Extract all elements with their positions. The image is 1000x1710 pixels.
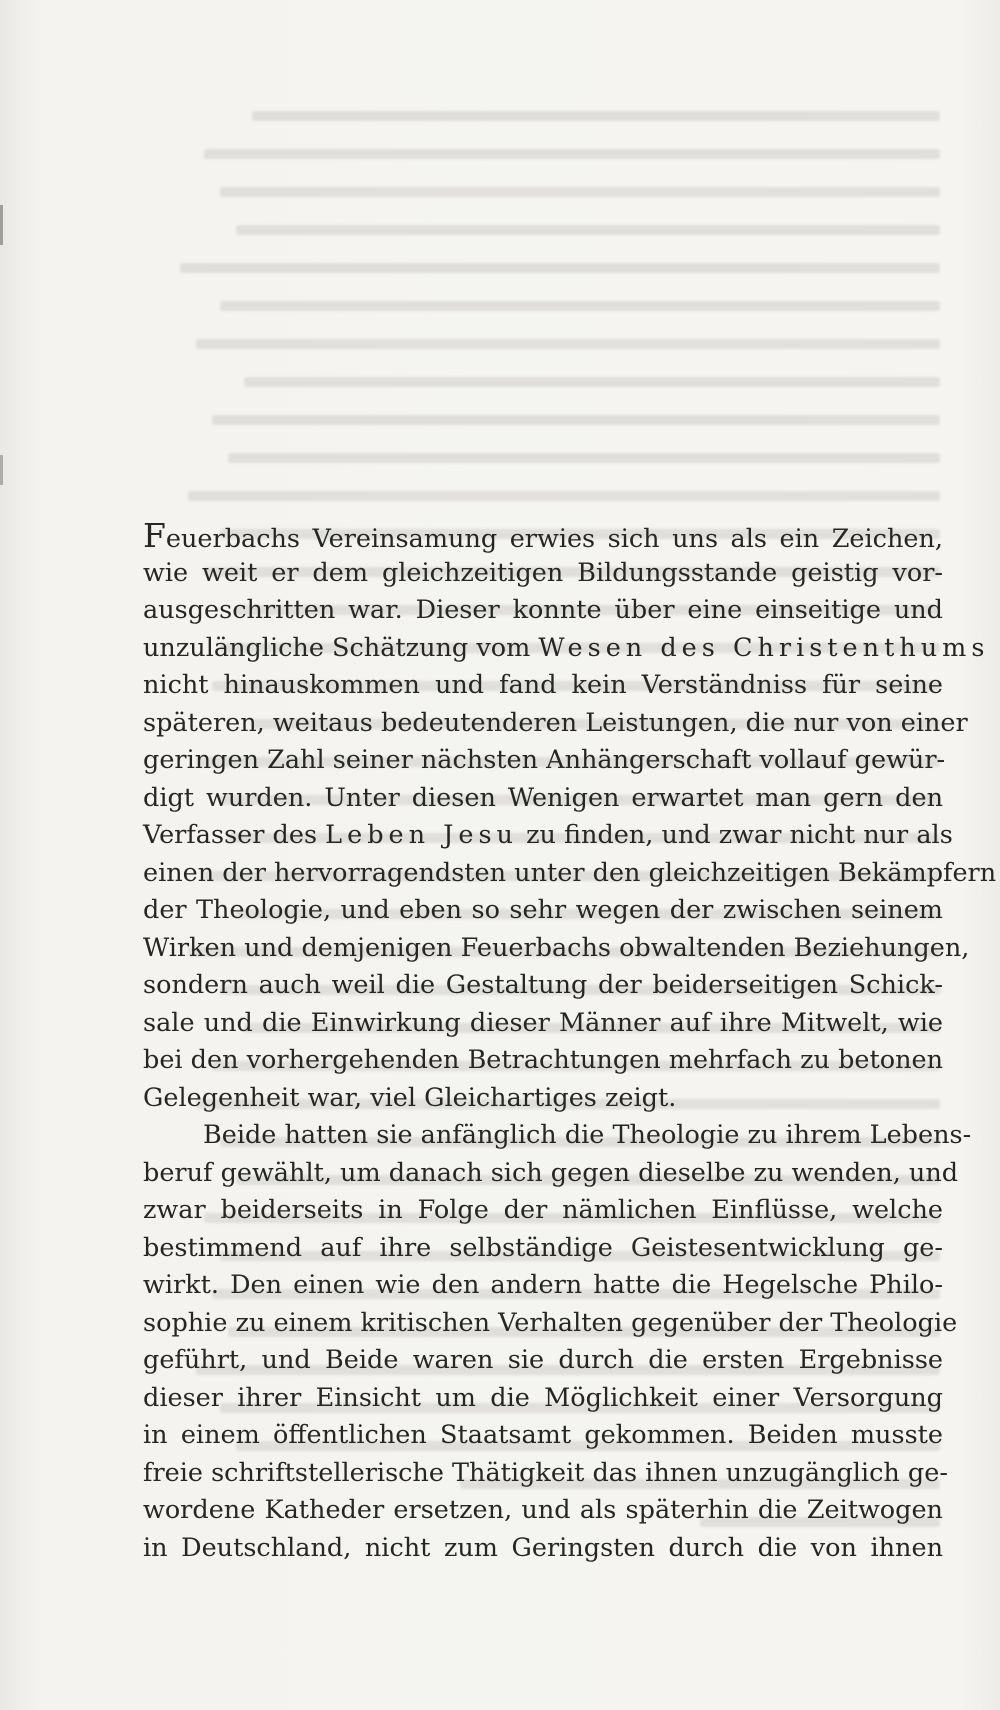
text-line: einen der hervorragendsten unter den gleichzeitigen Bekämpfern: [143, 857, 997, 888]
bleed-through-line: [140, 437, 940, 475]
bleed-through-line: [140, 285, 940, 323]
paragraph-2: [143, 1117, 972, 1567]
bleed-through-line: [140, 361, 940, 399]
body-text: [143, 516, 997, 1567]
page-edge-mark: [0, 455, 3, 485]
text-line: [143, 517, 943, 555]
bleed-through-line: [140, 209, 940, 247]
text-line: wie weit er dem gleichzeitigen Bildungsstande geistig vor-: [143, 557, 943, 588]
text-line: der Theologie, und eben so sehr wegen der zwischen seinem: [143, 895, 943, 925]
bleed-through-line: [140, 171, 940, 209]
bleed-through-line: [140, 399, 940, 437]
text-line: nicht hinauskommen und fand kein Verständniss für seine: [143, 670, 943, 700]
text-line: in einem öffentlichen Staatsamt gekommen. Beiden musste: [143, 1420, 943, 1450]
text-line: ausgeschritten war. Dieser konnte über eine einseitige und: [143, 595, 943, 625]
text-line: digt wurden. Unter diesen Wenigen erwartet man gern den: [143, 782, 943, 813]
text-line: geringen Zahl seiner nächsten Anhängerschaft vollauf gewür-: [143, 745, 946, 775]
text-line: zwar beiderseits in Folge der nämlichen Einflüsse, welche: [143, 1195, 943, 1225]
text-line: wirkt. Den einen wie den andern hatte die Hegelsche Philo-: [143, 1270, 943, 1300]
text-segment: unzulängliche Schätzung vom: [143, 632, 539, 663]
text-line: sale und die Einwirkung dieser Männer auf ihre Mitwelt, wie: [143, 1007, 943, 1038]
text-line: bestimmend auf ihre selbständige Geistesentwicklung ge-: [143, 1232, 943, 1263]
emphasized-title: Leben Jesu: [325, 820, 518, 850]
text-segment: Verfasser des: [143, 820, 326, 850]
bleed-through-line: [140, 323, 940, 361]
text-line: späteren, weitaus bedeutenderen Leistungen, die nur von einer: [143, 707, 968, 738]
text-line-rest: euerbachs Vereinsamung erwies sich uns als ein Zeichen,: [165, 524, 943, 554]
text-line: Beide hatten sie anfänglich die Theologie zu ihrem Lebens-: [203, 1120, 972, 1150]
bleed-through-line: [140, 475, 940, 513]
bleed-through-line: [140, 95, 940, 133]
initial-letter: F: [143, 516, 166, 555]
text-line: [143, 817, 953, 855]
text-line: wordene Katheder ersetzen, und als späterhin die Zeitwogen: [143, 1495, 943, 1525]
bleed-through-line: [140, 133, 940, 171]
text-line: beruf gewählt, um danach sich gegen dieselbe zu wenden, und: [143, 1157, 959, 1188]
text-segment: zu finden, und zwar nicht nur als: [517, 820, 953, 850]
text-line: geführt, und Beide waren sie durch die ersten Ergebnisse: [143, 1345, 943, 1375]
text-line: sophie zu einem kritischen Verhalten gegenüber der Theologie: [143, 1307, 958, 1338]
text-line: in Deutschland, nicht zum Geringsten durch die von ihnen: [143, 1532, 943, 1563]
text-line: Gelegenheit war, viel Gleichartiges zeigt.: [143, 1082, 677, 1113]
emphasized-title: Wesen des Christenthums: [538, 632, 990, 663]
text-line: Wirken und demjenigen Feuerbachs obwaltenden Beziehungen,: [143, 932, 970, 963]
text-line: bei den vorhergehenden Betrachtungen mehrfach zu betonen: [143, 1045, 944, 1075]
text-line: [143, 630, 990, 668]
text-line: dieser ihrer Einsicht um die Möglichkeit einer Versorgung: [143, 1382, 943, 1413]
bleed-through-line: [140, 247, 940, 285]
text-line: freie schriftstellerische Thätigkeit das ihnen unzugänglich ge-: [143, 1457, 948, 1488]
paragraph-1: [143, 516, 997, 1117]
page-edge-mark: [0, 205, 3, 245]
text-line: sondern auch weil die Gestaltung der beiderseitigen Schick-: [143, 970, 943, 1000]
